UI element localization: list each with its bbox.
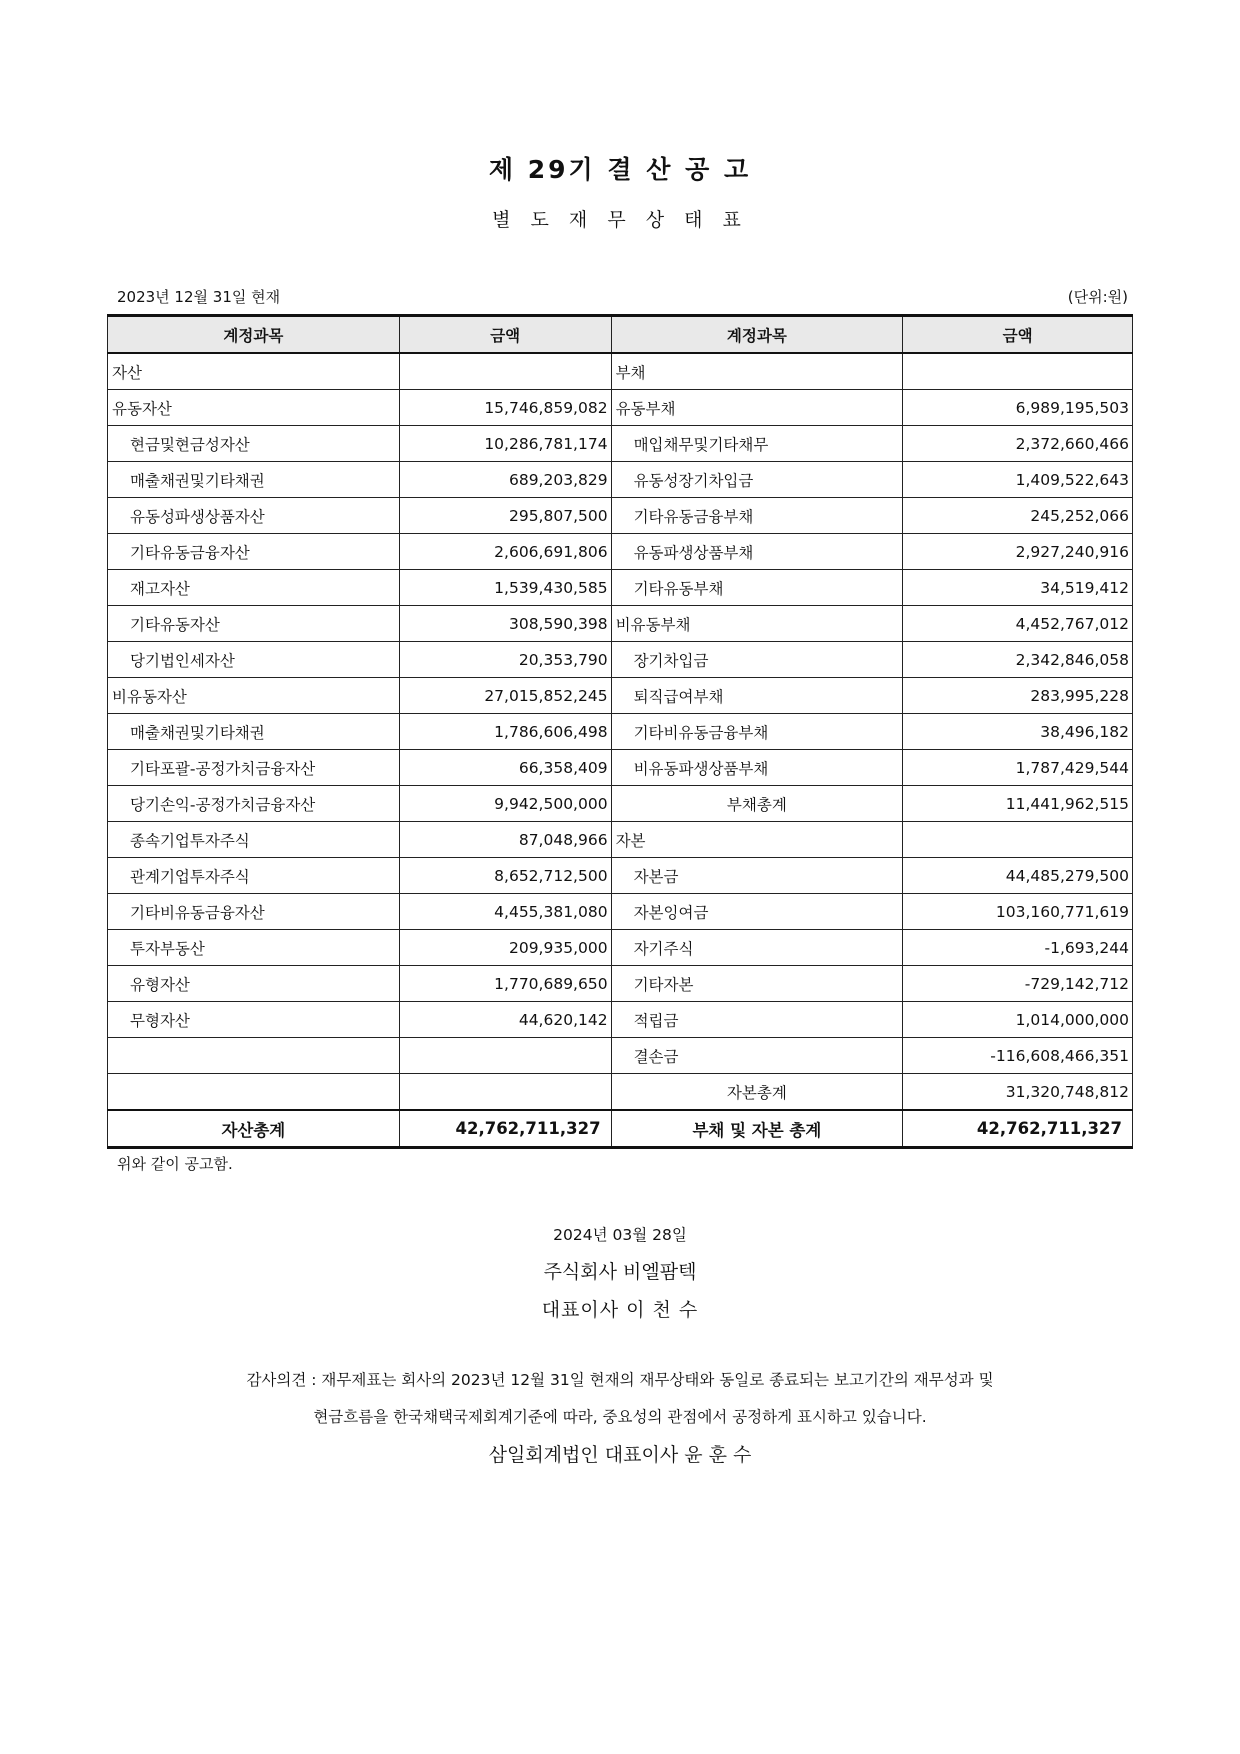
table-row [108, 390, 1133, 426]
right-account-cell: 기타비유동금융부채 [611, 714, 903, 750]
table-row [108, 642, 1133, 678]
right-amount-cell: 2,372,660,466 [903, 426, 1133, 462]
right-amount-cell: 2,342,846,058 [903, 642, 1133, 678]
right-account-cell: 장기차입금 [611, 642, 903, 678]
left-account-cell: 당기법인세자산 [108, 642, 400, 678]
right-amount-cell: 6,989,195,503 [903, 390, 1133, 426]
table-row [108, 462, 1133, 498]
right-account-cell: 자본 [611, 822, 903, 858]
notice-title: 제 29기 결 산 공 고 [488, 155, 752, 184]
left-account-cell: 매출채권및기타채권 [108, 462, 400, 498]
table-row [108, 858, 1133, 894]
left-amount-cell: 8,652,712,500 [399, 858, 611, 894]
left-account-cell: 투자부동산 [108, 930, 400, 966]
left-amount-cell [399, 1074, 611, 1111]
left-account-cell: 관계기업투자주식 [108, 858, 400, 894]
right-account-cell: 기타유동금융부채 [611, 498, 903, 534]
right-amount-cell: 2,927,240,916 [903, 534, 1133, 570]
table-row [108, 1038, 1133, 1074]
right-account-cell: 기타자본 [611, 966, 903, 1002]
left-account-cell: 유동자산 [108, 390, 400, 426]
table-row [108, 498, 1133, 534]
left-amount-cell: 10,286,781,174 [399, 426, 611, 462]
right-amount-cell: -1,693,244 [903, 930, 1133, 966]
left-account-cell: 종속기업투자주식 [108, 822, 400, 858]
right-account-cell: 퇴직급여부채 [611, 678, 903, 714]
table-row [108, 678, 1133, 714]
right-account-cell: 자본금 [611, 858, 903, 894]
right-account-cell: 부채총계 [611, 786, 903, 822]
table-row [108, 1002, 1133, 1038]
auditor-name: 삼일회계법인 대표이사 윤 훈 수 [488, 1444, 752, 1466]
table-row [108, 570, 1133, 606]
left-amount-cell: 1,786,606,498 [399, 714, 611, 750]
right-amount-cell: -116,608,466,351 [903, 1038, 1133, 1074]
table-row [108, 714, 1133, 750]
right-account-cell: 기타유동부채 [611, 570, 903, 606]
left-amount-cell: 209,935,000 [399, 930, 611, 966]
total-assets-label: 자산총계 [108, 1110, 400, 1148]
left-account-cell [108, 1074, 400, 1111]
ceo-name: 대표이사 이 천 수 [541, 1299, 699, 1321]
right-amount-cell: 44,485,279,500 [903, 858, 1133, 894]
left-amount-cell: 2,606,691,806 [399, 534, 611, 570]
notice-note: 위와 같이 공고함. [117, 1155, 233, 1173]
table-row [108, 606, 1133, 642]
left-amount-cell: 20,353,790 [399, 642, 611, 678]
left-amount-cell [399, 353, 611, 390]
right-account-cell: 적립금 [611, 1002, 903, 1038]
left-amount-cell: 87,048,966 [399, 822, 611, 858]
right-amount-cell: 38,496,182 [903, 714, 1133, 750]
total-assets-value: 42,762,711,327 [399, 1110, 611, 1148]
table-header-row [108, 316, 1133, 354]
right-account-cell: 부채 [611, 353, 903, 390]
table-row [108, 353, 1133, 390]
right-account-cell: 유동성장기차입금 [611, 462, 903, 498]
table-row [108, 894, 1133, 930]
left-account-cell: 기타포괄-공정가치금융자산 [108, 750, 400, 786]
right-account-cell: 자본잉여금 [611, 894, 903, 930]
table-row [108, 750, 1133, 786]
left-account-cell: 기타유동자산 [108, 606, 400, 642]
audit-opinion-line-1: 감사의견 : 재무제표는 회사의 2023년 12월 31일 현재의 재무상태와 동일로 종료되는 보고기간의 재무성과 및 [246, 1371, 994, 1389]
as-of-date: 2023년 12월 31일 현재 [117, 288, 281, 306]
left-amount-cell: 308,590,398 [399, 606, 611, 642]
left-account-cell: 유동성파생상품자산 [108, 498, 400, 534]
left-amount-cell [399, 1038, 611, 1074]
right-account-cell: 유동파생상품부채 [611, 534, 903, 570]
right-account-cell: 유동부채 [611, 390, 903, 426]
right-amount-cell [903, 353, 1133, 390]
header-account-right: 계정과목 [611, 316, 903, 354]
table-row [108, 786, 1133, 822]
audit-opinion-line-2: 현금흐름을 한국채택국제회계기준에 따라, 중요성의 관점에서 공정하게 표시하고 있습니다. [313, 1408, 927, 1426]
left-account-cell: 현금및현금성자산 [108, 426, 400, 462]
header-amount-left: 금액 [399, 316, 611, 354]
right-amount-cell [903, 822, 1133, 858]
right-account-cell: 결손금 [611, 1038, 903, 1074]
table-row [108, 1074, 1133, 1111]
right-amount-cell: 34,519,412 [903, 570, 1133, 606]
left-account-cell: 기타유동금융자산 [108, 534, 400, 570]
publication-date: 2024년 03월 28일 [553, 1226, 687, 1244]
right-amount-cell: 4,452,767,012 [903, 606, 1133, 642]
left-account-cell: 재고자산 [108, 570, 400, 606]
left-account-cell [108, 1038, 400, 1074]
left-amount-cell: 1,539,430,585 [399, 570, 611, 606]
left-account-cell: 당기손익-공정가치금융자산 [108, 786, 400, 822]
left-amount-cell: 44,620,142 [399, 1002, 611, 1038]
right-amount-cell: 11,441,962,515 [903, 786, 1133, 822]
header-amount-right: 금액 [903, 316, 1133, 354]
header-account-left: 계정과목 [108, 316, 400, 354]
right-amount-cell: 1,014,000,000 [903, 1002, 1133, 1038]
right-amount-cell: -729,142,712 [903, 966, 1133, 1002]
unit-label: (단위:원) [1067, 288, 1128, 306]
table-row [108, 534, 1133, 570]
left-account-cell: 무형자산 [108, 1002, 400, 1038]
statement-subtitle: 별 도 재 무 상 태 표 [492, 209, 748, 231]
left-amount-cell: 27,015,852,245 [399, 678, 611, 714]
total-liab-equity-label: 부채 및 자본 총계 [611, 1110, 903, 1148]
table-row [108, 966, 1133, 1002]
left-amount-cell: 9,942,500,000 [399, 786, 611, 822]
left-amount-cell: 15,746,859,082 [399, 390, 611, 426]
left-amount-cell: 295,807,500 [399, 498, 611, 534]
left-account-cell: 비유동자산 [108, 678, 400, 714]
left-amount-cell: 1,770,689,650 [399, 966, 611, 1002]
right-amount-cell: 1,787,429,544 [903, 750, 1133, 786]
table-row [108, 930, 1133, 966]
right-amount-cell: 103,160,771,619 [903, 894, 1133, 930]
left-account-cell: 자산 [108, 353, 400, 390]
table-body [108, 353, 1133, 1110]
right-amount-cell: 1,409,522,643 [903, 462, 1133, 498]
total-liab-equity-value: 42,762,711,327 [903, 1110, 1133, 1148]
right-account-cell: 비유동부채 [611, 606, 903, 642]
table-row [108, 426, 1133, 462]
left-amount-cell: 66,358,409 [399, 750, 611, 786]
left-account-cell: 매출채권및기타채권 [108, 714, 400, 750]
left-amount-cell: 689,203,829 [399, 462, 611, 498]
table-row [108, 822, 1133, 858]
right-amount-cell: 31,320,748,812 [903, 1074, 1133, 1111]
left-account-cell: 유형자산 [108, 966, 400, 1002]
left-amount-cell: 4,455,381,080 [399, 894, 611, 930]
right-account-cell: 비유동파생상품부채 [611, 750, 903, 786]
totals-row [108, 1110, 1133, 1148]
right-amount-cell: 283,995,228 [903, 678, 1133, 714]
right-account-cell: 매입채무및기타채무 [611, 426, 903, 462]
right-amount-cell: 245,252,066 [903, 498, 1133, 534]
right-account-cell: 자기주식 [611, 930, 903, 966]
balance-sheet-table [107, 314, 1133, 1149]
right-account-cell: 자본총계 [611, 1074, 903, 1111]
left-account-cell: 기타비유동금융자산 [108, 894, 400, 930]
company-name: 주식회사 비엘팜텍 [543, 1261, 697, 1283]
